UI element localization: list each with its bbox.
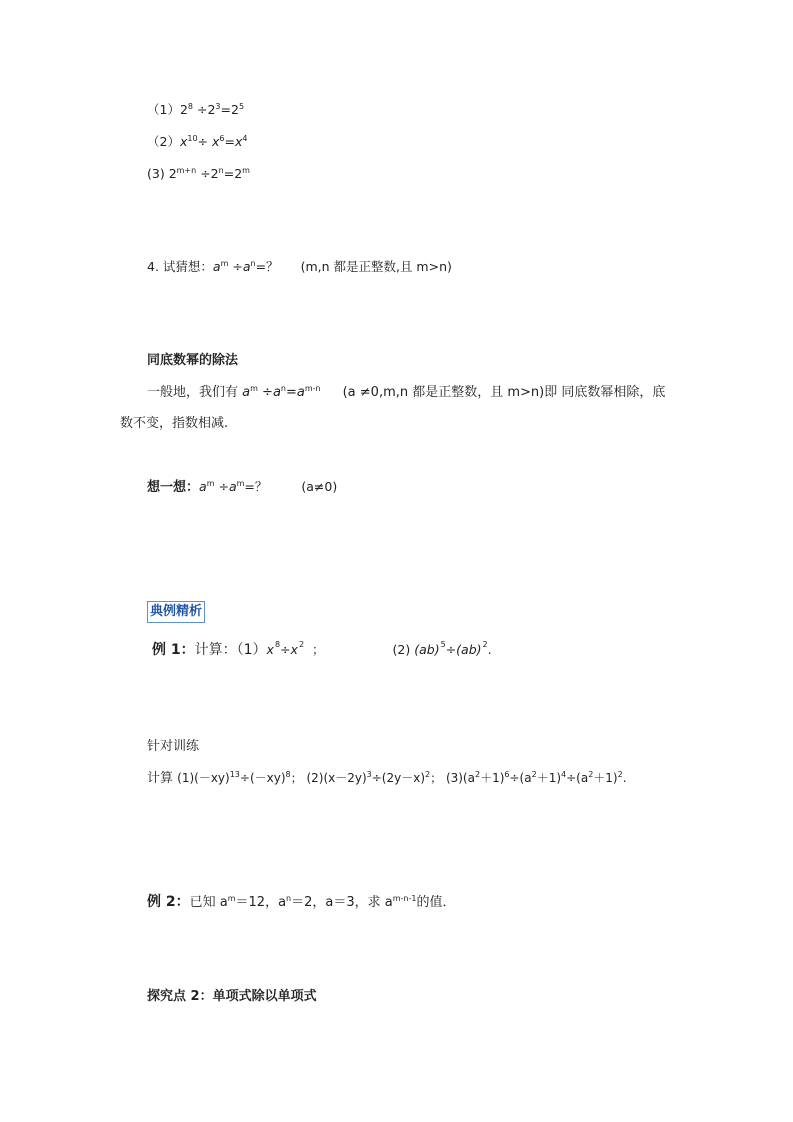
section-tag-examples: 典例精析 bbox=[147, 601, 205, 623]
practice-line: 计算 $(1)(-xy)^{13}\div(-xy)^8$； $(2)(x-2y)^3\div(2y-x)^2$； $(3)(a^2+1)^6\div(a^2+1)^4\div(a^2+1)^2$. bbox=[147, 770, 627, 786]
think-question: 想一想：$a^m \div a^m=$？ (a≠0) bbox=[147, 479, 338, 495]
rule-line-2: 数不变，指数相减. bbox=[120, 416, 229, 431]
rule-line-1: 一般地，我们有 $a^m \div a^n=a^{m-n}$ (a ≠0,m,n 都是正整数，且 m>n)即 同底数幂相除，底 bbox=[147, 384, 666, 400]
exercise-4-guess: 4. 试猜想：$a^m \div a^n=$？ (m,n 都是正整数,且 m>n) bbox=[147, 259, 452, 274]
example-1: 例 1：计算：$(1)x^8\div x^2$ ； (2) (ab)$^5$÷(ab)$^2$. bbox=[152, 640, 492, 658]
rule-title: 同底数幂的除法 bbox=[147, 353, 239, 368]
exercise-3: (3) $2^{m+n} \div 2^n=2^m$ bbox=[147, 166, 250, 181]
exercise-2: $(2)x^{10}\div x^6=x^4$ bbox=[147, 134, 248, 149]
example-2: 例 2：已知 $a^m=12$，$a^n=2$，a＝3，求 $a^{m-n-1}$的值． bbox=[147, 894, 456, 910]
explore-point-2-title: 探究点 2：单项式除以单项式 bbox=[147, 989, 317, 1004]
practice-title: 针对训练 bbox=[147, 739, 200, 754]
exercise-1: $(1)2^8 \div 2^3=2^5$ bbox=[147, 102, 245, 117]
